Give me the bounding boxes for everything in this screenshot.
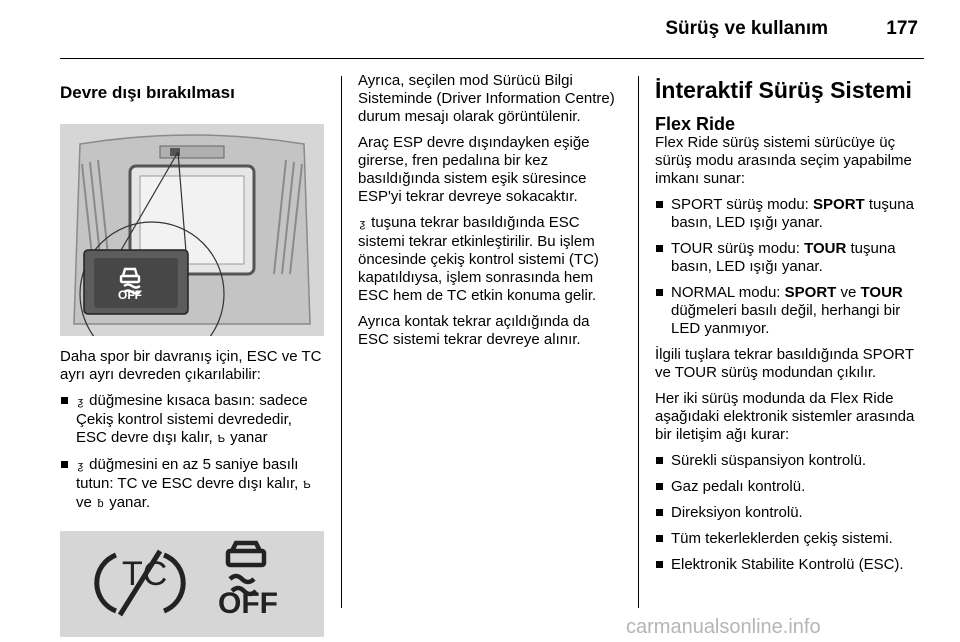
column-left xyxy=(60,72,326,637)
esc-lamp-icon: Ƅ xyxy=(217,433,226,445)
paragraph: Ayrıca kontak tekrar açıldığında da ESC sistemi tekrar devreye alınır. xyxy=(358,313,590,348)
mode-text: ve xyxy=(840,284,857,301)
mode-text: NORMAL modu: xyxy=(671,284,781,301)
intro-paragraph: Flex Ride sürüş sistemi sürücüye üç sürüş modu arasında seçim yapabilme imkanı sunar: xyxy=(655,134,912,187)
bullet-text: yanar. xyxy=(109,494,151,511)
list-item: Tüm tekerleklerden çekiş sistemi. xyxy=(655,530,925,548)
list-item: Gaz pedalı kontrolü. xyxy=(655,478,925,496)
dashboard-illustration xyxy=(60,124,324,336)
subheading: Flex Ride xyxy=(655,114,736,134)
paragraph: Ayrıca, seçilen mod Sürücü Bilgi Sisteminde (Driver Information Centre) durum mesajı olarak görüntülenir. xyxy=(358,72,615,125)
esc-off-icon: ƺ xyxy=(359,218,366,230)
esc-off-icon: ƺ xyxy=(77,396,84,408)
paragraph: İlgili tuşlara tekrar basıldığında SPORT ve TOUR sürüş modundan çıkılır. xyxy=(655,346,914,381)
paragraph xyxy=(358,214,620,305)
bullet-text: yanar xyxy=(230,429,268,446)
list-item xyxy=(60,456,326,513)
tc-lamp-icon: ƀ xyxy=(97,498,104,510)
list-item xyxy=(655,284,925,338)
warning-lamps-figure xyxy=(60,531,324,637)
page-number: 177 xyxy=(886,18,918,39)
watermark: carmanualsonline.info xyxy=(626,616,821,638)
mode-text: tuşuna basın, LED ışığı yanar. xyxy=(671,196,914,231)
esc-lamp-icon: Ƅ xyxy=(303,479,311,491)
tc-label: TC xyxy=(122,555,168,593)
mode-key: SPORT xyxy=(784,284,837,301)
paragraph: Araç ESP devre dışındayken eşiğe girerse, fren pedalına bir kez basıldığında sistem eşik süresince ESP'yi tekrar devreye sokacaktır. xyxy=(358,134,590,205)
header-rule xyxy=(60,58,924,59)
off-label: OFF xyxy=(118,288,142,302)
off-label: OFF xyxy=(218,587,278,620)
list-item xyxy=(655,196,925,232)
header-title: Sürüş ve kullanım xyxy=(665,18,828,39)
mode-key: SPORT xyxy=(813,196,865,213)
paragraph-text: tuşuna tekrar basıldığında ESC sistemi tekrar etkinleştirilir. Bu işlem öncesinde çekiş kontrol sistemi (TC) kapatıldıysa, işlem sonrasında hem ESC hem de TC etkin konuma gelir. xyxy=(358,214,599,304)
list-item xyxy=(655,240,925,276)
modes-list xyxy=(655,196,925,338)
mode-text: tuşuna basın, LED ışığı yanar. xyxy=(671,240,896,275)
dashboard-figure xyxy=(60,124,324,336)
list-item: Elektronik Stabilite Kontrolü (ESC). xyxy=(655,556,925,574)
mode-text: SPORT sürüş modu: xyxy=(671,196,809,213)
column-divider-2 xyxy=(638,76,639,608)
bullet-text: düğmesine kısaca basın: sadece Çekiş kontrol sistemi devrededir, ESC devre dışı kalır, xyxy=(76,392,308,446)
deactivation-list xyxy=(60,392,326,513)
section-heading: Devre dışı bırakılması xyxy=(60,83,235,102)
column-divider-1 xyxy=(341,76,342,608)
bullet-text: düğmesini en az 5 saniye basılı tutun: TC ve ESC devre dışı kalır, xyxy=(76,456,299,492)
tc-and-esc-off-illustration xyxy=(60,531,324,637)
intro-paragraph: Daha spor bir davranış için, ESC ve TC ayrı ayrı devreden çıkarılabilir: xyxy=(60,348,322,383)
list-item xyxy=(60,392,326,448)
column-right xyxy=(655,72,925,582)
mode-key: TOUR xyxy=(804,240,847,257)
mode-text: düğmeleri basılı değil, herhangi bir LED yanmıyor. xyxy=(671,302,901,337)
column-middle xyxy=(358,72,620,357)
systems-list xyxy=(655,452,925,574)
paragraph: Her iki sürüş modunda da Flex Ride aşağıdaki elektronik sistemler arasında bir iletişim ağı kurar: xyxy=(655,390,915,443)
section-heading: İnteraktif Sürüş Sistemi xyxy=(655,77,912,103)
list-item: Sürekli süspansiyon kontrolü. xyxy=(655,452,925,470)
mode-text: TOUR sürüş modu: xyxy=(671,240,800,257)
list-item: Direksiyon kontrolü. xyxy=(655,504,925,522)
mode-key: TOUR xyxy=(860,284,903,301)
esc-off-icon: ƺ xyxy=(77,460,84,472)
bullet-text: ve xyxy=(76,494,92,511)
